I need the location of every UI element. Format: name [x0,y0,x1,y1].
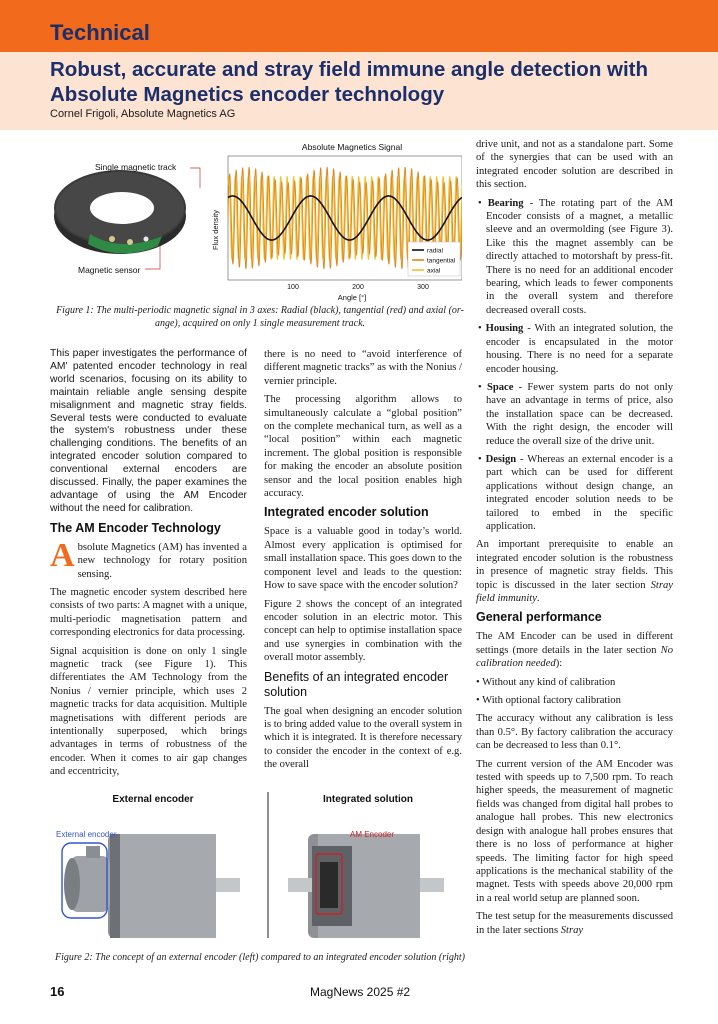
heading-general-performance: General performance [476,610,602,625]
paragraph: The processing algorithm allows to simultaneously calculate a “global position” on the complete mechanical turn, as well as a “local position” within each magnetic increment. The global position is responsible for making the encoder an absolute position sensor and the local position enables high accuracy. [264,394,462,500]
figure-1 [50,138,462,303]
heading-benefits: Benefits of an integrated encoder solution [264,669,449,699]
figure-2 [50,788,462,948]
legend-label-axial: axial [427,267,441,275]
figure-2-title-integrated: Integrated solution [323,794,413,805]
section-label: Technical [50,20,150,45]
legend-label-tangential: tangential [427,257,456,265]
paragraph: The current version of the AM Encoder was tested with speeds up to 7,500 rpm. To reach higher speeds, the measurement of magnetic fields was changed from digital hall probes to analogue hall probes. This new electronics design with analogue hall probes ensures that there is no loss of performance at higher speeds. The limiting factor for high speed applications is the mechanical stability of the magnet. Tests with speeds above 20,000 rpm in a real world setup are planned soon. [476,758,673,904]
x-tick-label: 200 [352,284,364,291]
list-item: • With optional factory calibration [476,695,621,707]
paragraph: The goal when designing an encoder solution is to bring added value to the overall system in which it is integrated. It is therefore necessary to consider the encoder in the context of e.g. the overall [264,705,463,771]
paragraph: drive unit, and not as a standalone part. Some of the synergies that can be used with an integrated encoder solution are described in this section. [476,139,673,191]
chart-xlabel: Angle [°] [337,293,367,302]
figure-1-caption: Figure 1: The multi-periodic magnetic signal in 3 axes: Radial (black), tangential (red) and axial (or-ange), acquired on only 1 single measurement track. [56,305,464,329]
x-tick-label: 100 [287,284,299,291]
label-magnetic-sensor: Magnetic sensor [78,265,141,275]
article-author: Cornel Frigoli, Absolute Magnetics AG [50,108,236,120]
label-external-encoder: External encoder [56,830,117,839]
abstract: This paper investigates the performance of AM' patented encoder technology in real world scenarios, focusing on its ability to maintain reliable angle sensing despite misalignment and magnetic stray fields. Several tests were conducted to evaluate the system's robustness under these challenging conditions. The benefits of an integrated encoder solution compared to conventional external encoders are discussed. Finally, the paper examines the advantage of using the AM Encoder without the need for calibration. [50,348,247,514]
column-3 [476,138,673,942]
column-2 [264,348,462,777]
magazine-issue: MagNews 2025 #2 [310,985,411,999]
paragraph: The test setup for the measurements discussed in the later sections Stray [476,911,673,936]
paragraph: The magnetic encoder system described here consists of two parts: A magnet with a unique, multi-periodic magnetisation pattern and corresponding electronics for data processing. [50,587,247,639]
drop-cap: A [50,536,75,574]
column-1 [50,348,247,784]
paragraph: Figure 2 shows the concept of an integrated encoder solution in an electric motor. This concept can help to optimise installation space and use synergies in combination with the overall motor assembly. [264,598,462,664]
figure-2-title-external: External encoder [112,794,194,805]
chart-title: Absolute Magnetics Signal [301,142,403,152]
paragraph: there is no need to “avoid interference of different magnetic tracks” as with the Nonius / vernier principle. [264,349,462,387]
paragraph: The AM Encoder can be used in different settings (more details in the later section No calibration needed): [476,631,673,670]
chart-plot-area [228,156,462,291]
page-number: 16 [50,984,65,999]
paragraph: Signal acquisition is done on only 1 single magnetic track (see Figure 1). This differentiates the AM Technology from the Nonius / vernier principle, which uses 2 magnetic tracks for data acquisition. Multiple magnetisations with different periods are intentionally superposed, which brings advantages in terms of robustness of the encoder. When it comes to air gap changes and eccentricity, [50,645,247,778]
x-tick-label: 300 [417,284,429,291]
integrated-encoder-motor-illustration [288,834,444,938]
label-am-encoder: AM Encoder [350,830,395,839]
external-encoder-motor-illustration [62,834,240,938]
bullet-space: • Space - Fewer system parts do not only have an advantage in terms of price, also the installation space can be decreased. With the right design, the encoder will reduce the overall size of the drive unit. [478,381,673,447]
heading-integrated-encoder-solution: Integrated encoder solution [264,505,429,520]
heading-am-encoder-technology: The AM Encoder Technology [50,520,221,535]
paragraph: An important prerequisite to enable an integrated encoder solution is the robustness in presence of magnetic stray fields. This topic is discussed in the later section Stray field immunity. [476,539,673,604]
list-item: • Without any kind of calibration [476,676,616,688]
bullet-housing: • Housing - With an integrated solution, the encoder is encapsulated in the motor housing. There is no need for a separate encoder housing. [478,323,674,375]
paragraph: Space is a valuable good in today’s world. Almost every application is optimised for small installation space. This goes down to the component level and leads to the question: How to save space with the encoder solution? [264,526,462,592]
label-single-magnetic-track: Single magnetic track [95,162,177,172]
bullet-bearing: • Bearing - The rotating part of the AM Encoder consists of a magnet, a metallic sleeve and an overmolding (see Figure 3). Like this the magnet assembly can be directly attached to motorshaft by press-fit. There is no need for an additional encoder bearing, which leads to fewer components in the overall system and therefore decreased overall costs. [478,197,673,316]
chart-ylabel: Flux density [211,209,220,251]
figure-2-caption: Figure 2: The concept of an external encoder (left) compared to an integrated encoder solution (right) [55,952,465,963]
ring-magnet-illustration [54,170,186,254]
intro-paragraph: Absolute Magnetics (AM) has invented a new technology for rotary position sensing. [50,536,247,580]
bullet-design: • Design - Whereas an external encoder is a part which can be used for different applications without design change, an integrated encoder solution needs to be tailored to embed in the specific application. [478,453,673,532]
paragraph: The accuracy without any calibration is less than 0.5°. By factory calibration the accuracy can be decreased to less than 0.1°. [476,713,673,752]
article-title: Robust, accurate and stray field immune angle detection with Absolute Magnetics encoder technology [50,58,649,106]
legend-label-radial: radial [427,247,443,255]
